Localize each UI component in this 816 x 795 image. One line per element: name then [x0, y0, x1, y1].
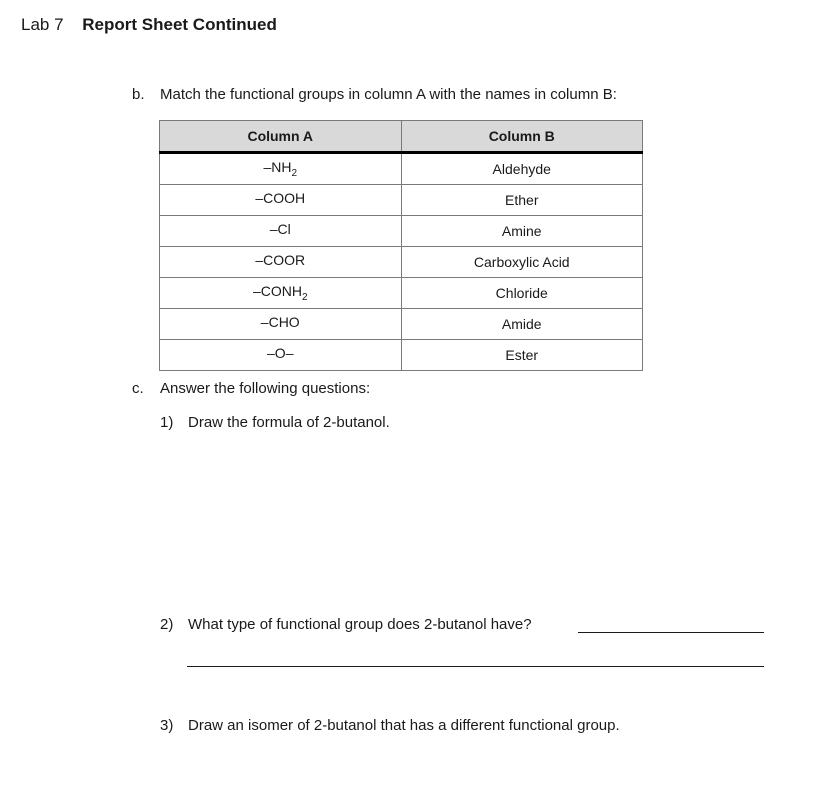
table-row	[160, 216, 643, 247]
matching-table	[159, 120, 643, 371]
functional-group-cell: –COOR	[160, 247, 402, 278]
functional-group-cell: $-CONH_2$	[160, 278, 402, 309]
table-row	[160, 309, 643, 340]
question-number: 1)	[160, 414, 174, 431]
part-b-marker: b.	[132, 86, 145, 103]
question-number: 2)	[160, 616, 174, 633]
page-header	[21, 15, 277, 35]
part-c-instruction	[132, 380, 370, 397]
group-name-cell: Amide	[401, 309, 643, 340]
answer-line-2	[187, 666, 764, 667]
question-2	[160, 616, 532, 633]
page-title: Report Sheet Continued	[82, 15, 277, 34]
functional-group-cell: $-NH_2$	[160, 153, 402, 185]
group-name-cell: Chloride	[401, 278, 643, 309]
question-text: What type of functional group does 2-butanol have?	[188, 616, 532, 633]
group-name-cell: Aldehyde	[401, 153, 643, 185]
group-name-cell: Carboxylic Acid	[401, 247, 643, 278]
table-header-row	[160, 121, 643, 153]
group-name-cell: Ether	[401, 185, 643, 216]
group-name-cell: Ester	[401, 340, 643, 371]
table-row	[160, 278, 643, 309]
question-text: Draw the formula of 2-butanol.	[188, 414, 390, 431]
table-row	[160, 153, 643, 185]
part-b-instruction	[132, 86, 617, 103]
question-number: 3)	[160, 717, 174, 734]
part-c-text: Answer the following questions:	[160, 380, 371, 397]
column-b-header: Column B	[401, 121, 643, 153]
functional-group-cell: –Cl	[160, 216, 402, 247]
question-1	[160, 414, 390, 431]
question-text: Draw an isomer of 2-butanol that has a different functional group.	[188, 717, 620, 734]
question-3	[160, 717, 620, 734]
lab-label: Lab 7	[21, 15, 64, 34]
table-row	[160, 247, 643, 278]
part-c-marker: c.	[132, 380, 144, 397]
group-name-cell: Amine	[401, 216, 643, 247]
answer-line-1	[578, 632, 764, 633]
table-row	[160, 185, 643, 216]
functional-group-cell: –O–	[160, 340, 402, 371]
table-row	[160, 340, 643, 371]
functional-group-cell: –COOH	[160, 185, 402, 216]
functional-group-cell: –CHO	[160, 309, 402, 340]
part-b-text: Match the functional groups in column A with the names in column B:	[160, 86, 617, 103]
column-a-header: Column A	[160, 121, 402, 153]
